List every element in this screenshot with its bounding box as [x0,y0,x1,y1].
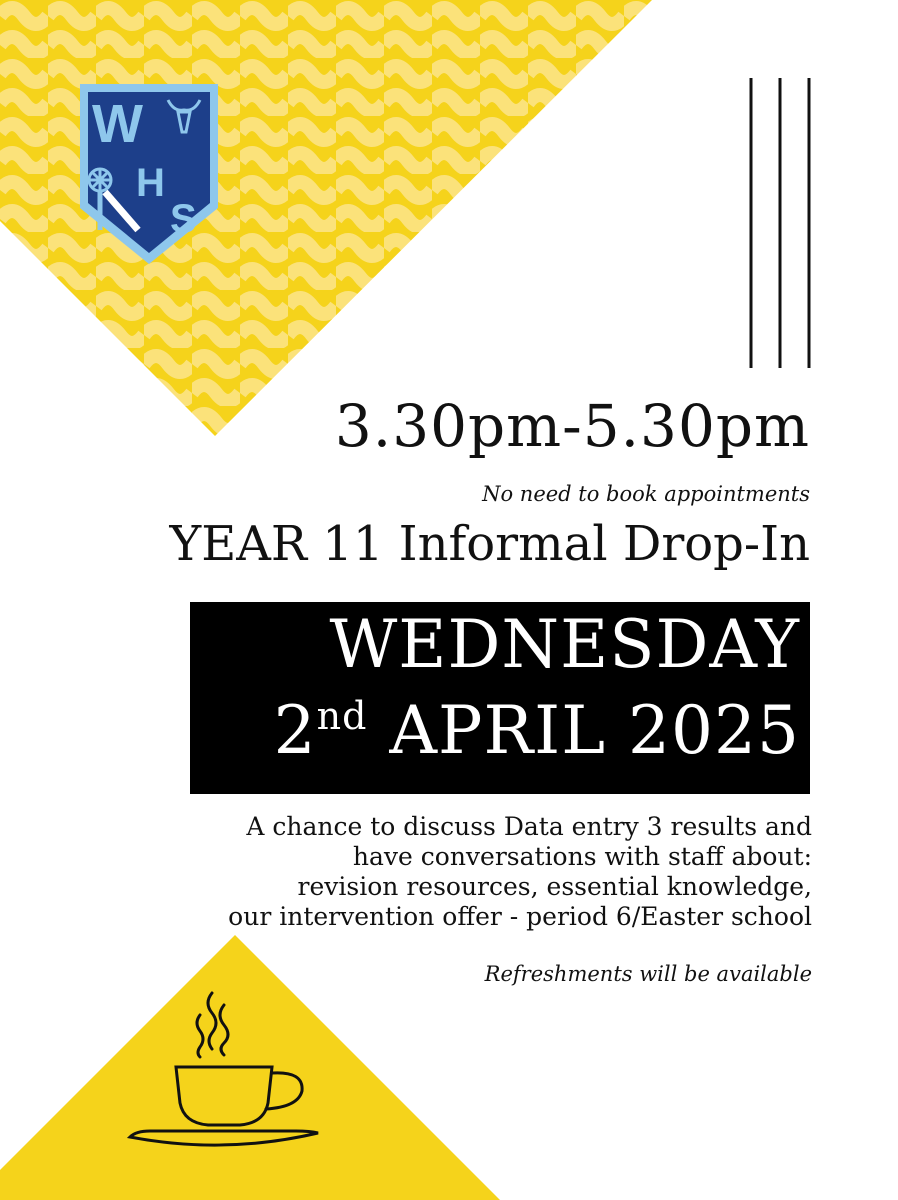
booking-note: No need to book appointments [482,482,810,506]
date-month-year: APRIL 2025 [389,692,800,769]
description-line: revision resources, essential knowledge, [297,872,812,901]
school-crest-icon [78,80,220,266]
description-line: A chance to discuss Data entry 3 results and [246,812,812,841]
event-time: 3.30pm-5.30pm [334,392,810,460]
event-day: WEDNESDAY [329,606,800,683]
crest-letter-h: H [136,161,165,205]
description-line: have conversations with staff about: [352,842,812,871]
refreshments-note: Refreshments will be available [484,962,812,986]
crest-letter-s: S [170,197,197,241]
event-description [228,812,812,932]
date-suffix: nd [316,694,368,738]
event-title: YEAR 11 Informal Drop-In [169,516,810,572]
crest-letter-w: W [92,94,143,154]
coffee-cup-icon [120,985,320,1155]
description-line: our intervention offer - period 6/Easter school [228,902,812,931]
date-day: 2 [273,692,317,769]
decorative-vertical-lines [745,78,815,368]
event-date [274,692,800,769]
